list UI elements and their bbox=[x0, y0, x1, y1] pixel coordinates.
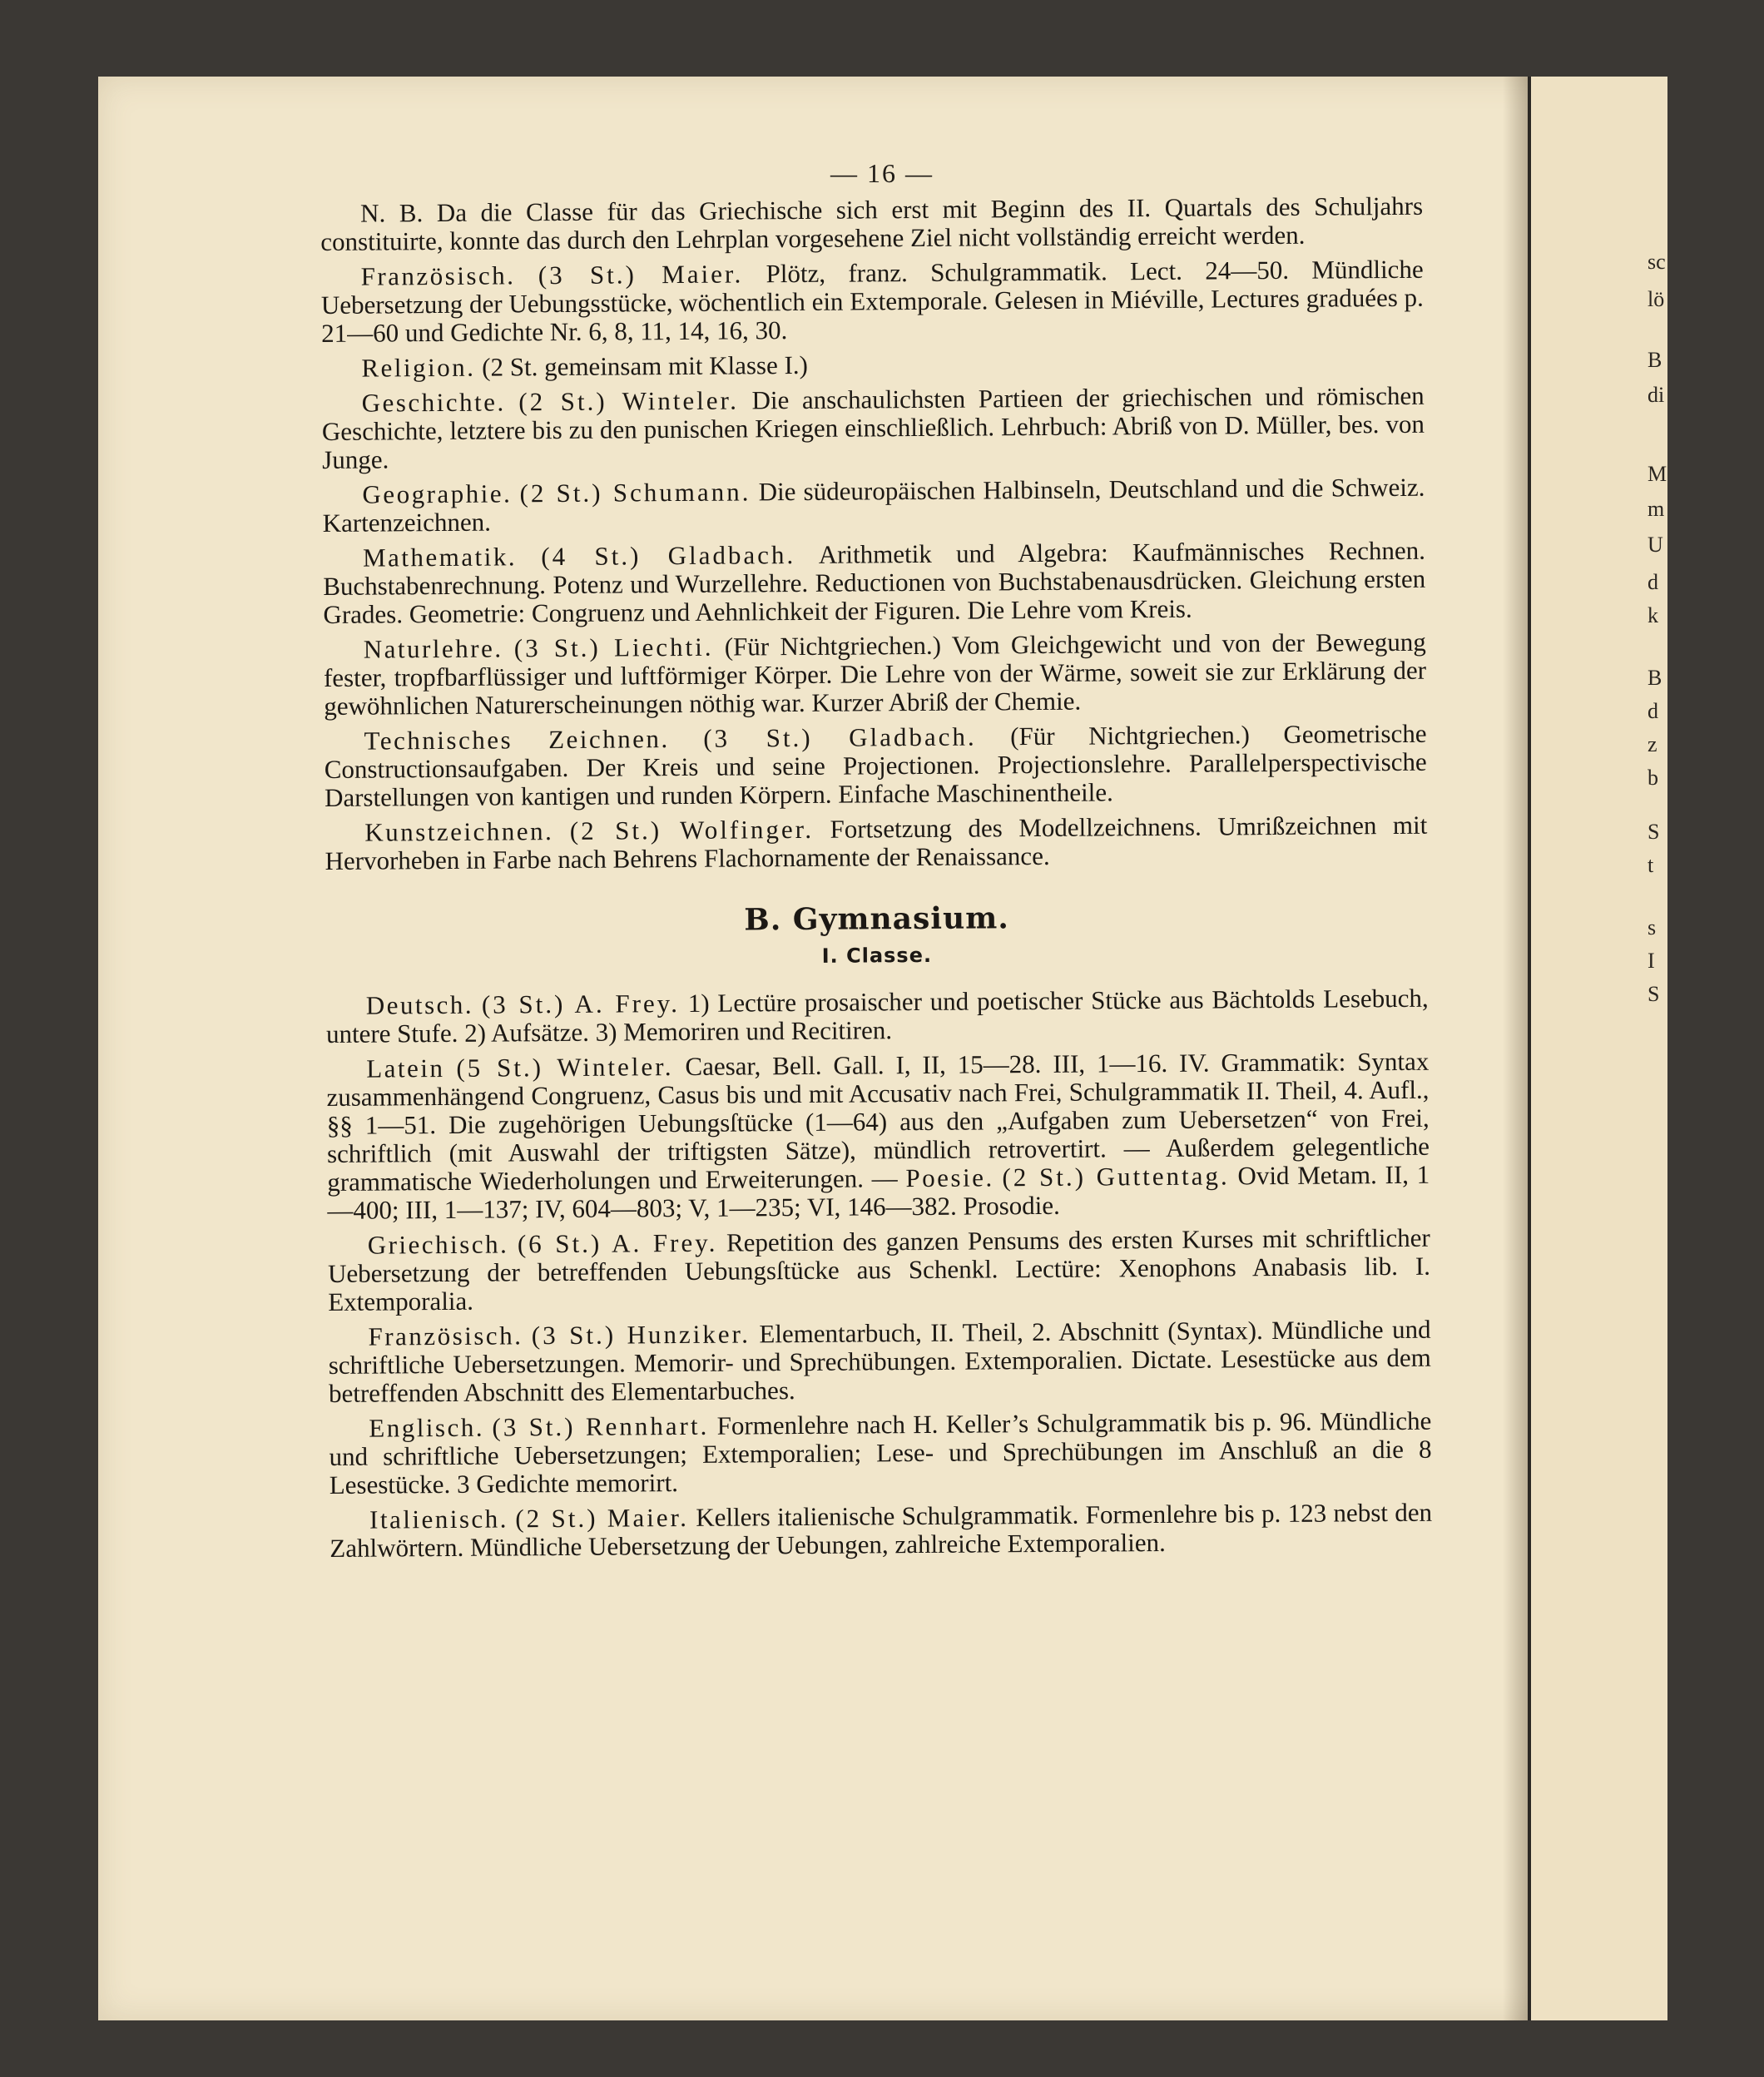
subject-name: Italienisch. bbox=[369, 1504, 509, 1534]
edge-letter: S bbox=[1648, 820, 1660, 844]
page-text bbox=[320, 192, 1432, 1569]
edge-letter: b bbox=[1648, 766, 1658, 790]
subject-name: Mathematik. bbox=[362, 542, 518, 573]
subject-name: Französisch. bbox=[360, 260, 516, 291]
subject-teacher: (2 St.) Wolfinger. bbox=[569, 814, 815, 845]
subject-paragraph bbox=[324, 628, 1427, 721]
subject-paragraph bbox=[330, 1499, 1432, 1563]
subject-name: Naturlehre. bbox=[363, 633, 503, 664]
page-number: — 16 — bbox=[830, 158, 934, 188]
subject-text: Caesar, Bell. Gall. I, II, 15—28. III, 1—16. IV. Grammatik: Syntax zusammenhängend Congruenz, Casus bis und mit Accusativ nach Frei, Schulgrammatik II. Theil, 4. Aufl., §§ 1—51. Die zugehörigen Uebungsſtücke (1—64) aus den „Aufgaben zum Uebersetzen“ von Frei, schriftlich (mit Auswahl der triftigsten Sätze), mündlich retrovertirt. — Außerdem gelegentliche grammatische Wiederholungen und Erweiterungen. — bbox=[326, 1046, 1430, 1197]
subject-text: Ovid Metam. II, 1—400; III, 1—137; IV, 604—803; V, 1—235; VI, 146—382. Prosodie. bbox=[327, 1159, 1430, 1225]
edge-letter: I bbox=[1648, 949, 1655, 973]
subject-text: Fortsetzung des Modellzeichnens. Umrißzeichnen mit Hervorheben in Farbe nach Behrens Flachornamente der Renaissance. bbox=[325, 810, 1428, 875]
subject-name: Englisch. bbox=[369, 1412, 485, 1443]
edge-letter: B bbox=[1648, 348, 1662, 372]
subject-name: Deutsch. bbox=[365, 989, 474, 1020]
edge-letter: m bbox=[1648, 497, 1665, 521]
subject-name: Religion. bbox=[361, 352, 476, 383]
subject-name: Französisch. bbox=[368, 1321, 523, 1351]
subject-teacher: (3 St.) Gladbach. bbox=[703, 721, 977, 753]
subject-name: Griechisch. bbox=[367, 1229, 509, 1260]
edge-letter: d bbox=[1648, 699, 1658, 723]
edge-letter: B bbox=[1648, 666, 1662, 690]
subject-teacher: (2 St.) Guttentag. bbox=[1002, 1161, 1230, 1192]
subject-paragraph bbox=[328, 1224, 1431, 1316]
subject-text: Formenlehre nach H. Keller’s Schulgrammatik bis p. 96. Mündliche und schriftliche Uebersetzungen; Extemporalien; Lese- und Sprechübungen im Anschluß an die 8 Lesestücke. 3 Gedichte memorirt. bbox=[329, 1405, 1432, 1500]
subject-paragraph bbox=[326, 984, 1429, 1048]
subject-text: Die anschaulichsten Partieen der griechischen und römischen Geschichte, letztere bis zu den punischen Kriegen einschließlich. Lehrbuch: Abriß von D. Müller, bes. von Junge. bbox=[321, 380, 1425, 474]
class-subheading: I. Classe. bbox=[821, 943, 933, 968]
realschule-sections bbox=[321, 255, 1428, 875]
edge-letter: di bbox=[1648, 383, 1665, 407]
subject-teacher: (5 St.) Winteler. bbox=[456, 1052, 674, 1083]
subject-teacher: (2 St.) Schumann. bbox=[519, 477, 751, 508]
subject-paragraph bbox=[326, 1048, 1430, 1225]
subject-text: (Für Nichtgriechen.) Vom Gleichgewicht und von der Bewegung fester, tropfbarflüssiger und luftförmiger Körper. Die Lehre von der Wärme, soweit sie zur Erklärung der gewöhnlichen Naturerscheinungen nöthig war. Kurzer Abriß der Chemie. bbox=[323, 627, 1427, 721]
subject-text: Plötz, franz. Schulgrammatik. Lect. 24—50. Mündliche Uebersetzung der Uebungsstücke, wöchentlich ein Extemporale. Gelesen in Miéville, Lectures graduées p. 21—60 und Gedichte Nr. 6, 8, 11, 14, 16, 30. bbox=[320, 254, 1424, 348]
subject-text: 1) Lectüre prosaischer und poetischer Stücke aus Bächtolds Lesebuch, untere Stufe. 2) Aufsätze. 3) Memoriren und Recitiren. bbox=[325, 983, 1429, 1048]
subject-name: Technisches Zeichnen. bbox=[364, 724, 670, 756]
subject-text: Kellers italienische Schulgrammatik. Formenlehre bis p. 123 nebst den Zahlwörtern. Mündliche Uebersetzung der Uebungen, zahlreiche Extemporalien. bbox=[330, 1497, 1433, 1563]
edge-letter: d bbox=[1648, 570, 1658, 594]
subject-name: Poesie. bbox=[905, 1162, 994, 1193]
edge-letter: lö bbox=[1648, 287, 1665, 311]
subject-paragraph bbox=[323, 537, 1426, 629]
edge-letter: z bbox=[1648, 732, 1657, 756]
subject-teacher: (3 St.) Hunziker. bbox=[531, 1319, 751, 1351]
edge-letter: sc bbox=[1648, 250, 1666, 274]
next-page-edge bbox=[1528, 77, 1667, 2020]
subject-paragraph bbox=[324, 720, 1427, 812]
subject-teacher: (2 St.) Maier. bbox=[515, 1502, 689, 1534]
subject-teacher: (2 St.) Winteler. bbox=[518, 385, 740, 417]
edge-letter: S bbox=[1648, 982, 1660, 1006]
section-heading: B. Gymnasium. bbox=[744, 900, 1009, 938]
subject-text: (2 St. gemeinsam mit Klasse I.) bbox=[482, 349, 809, 382]
subject-teacher: (3 St.) Maier. bbox=[538, 259, 744, 290]
subject-teacher: (3 St.) A. Frey. bbox=[481, 989, 681, 1019]
subject-name: Geographie. bbox=[362, 478, 513, 509]
subject-name: Kunstzeichnen. bbox=[364, 816, 554, 847]
subject-paragraph bbox=[321, 255, 1425, 348]
edge-letter: U bbox=[1648, 533, 1663, 557]
subject-teacher: (6 St.) A. Frey. bbox=[517, 1227, 718, 1259]
subject-paragraph bbox=[329, 1407, 1432, 1500]
subject-paragraph bbox=[328, 1316, 1431, 1408]
edge-letter: s bbox=[1648, 915, 1657, 939]
subject-text: (Für Nichtgriechen.) Geometrische Constructionsaufgaben. Der Kreis und seine Projectionen. Projectionslehre. Parallelperspectivische Darstellungen von kantigen und runden Körpern. Einfache Maschinentheile. bbox=[324, 718, 1427, 812]
edge-letter: t bbox=[1648, 853, 1654, 877]
subject-teacher: (3 St.) Rennhart. bbox=[492, 1410, 710, 1442]
subject-text: Elementarbuch, II. Theil, 2. Abschnitt (Syntax). Mündliche und schriftliche Uebersetzungen. Memorir- und Sprechübungen. Extemporalien. Dictate. Lesestücke aus dem betreffenden Abschnitt des Elementarbuches. bbox=[328, 1314, 1431, 1408]
subject-name: Latein bbox=[366, 1053, 445, 1083]
subject-teacher: (3 St.) Liechti. bbox=[513, 632, 714, 663]
intro-note: N. B. Da die Classe für das Griechische sich erst mit Beginn des II. Quartals des Schuljahrs constituirte, konnte das durch den Lehrplan vorgesehene Ziel nicht vollständig erreicht werden. bbox=[320, 191, 1424, 256]
subject-teacher: (4 St.) Gladbach. bbox=[541, 540, 796, 572]
subject-text: Arithmetik und Algebra: Kaufmännisches Rechnen. Buchstabenrechnung. Potenz und Wurzellehre. Reductionen von Buchstabenausdrücken. Gleichung ersten Grades. Geometrie: Congruenz und Aehnlichkeit der Figuren. Die Lehre vom Kreis. bbox=[323, 535, 1426, 629]
subject-paragraph bbox=[321, 347, 1424, 383]
subject-text: Die südeuropäischen Halbinseln, Deutschland und die Schweiz. Kartenzeichnen. bbox=[322, 472, 1425, 538]
subject-name: Geschichte. bbox=[361, 387, 506, 418]
gymnasium-sections bbox=[326, 984, 1433, 1563]
edge-letter: M bbox=[1648, 462, 1667, 486]
subject-paragraph bbox=[322, 473, 1425, 538]
edge-letter: k bbox=[1648, 603, 1658, 627]
subject-text: Repetition des ganzen Pensums des ersten Kurses mit schriftlicher Uebersetzung der betreffenden Uebungsſtücke aus Schenkl. Lectüre: Xenophons Anabasis lib. I. Extemporalia. bbox=[327, 1222, 1431, 1316]
subject-paragraph bbox=[322, 382, 1425, 474]
subject-paragraph bbox=[325, 811, 1427, 875]
